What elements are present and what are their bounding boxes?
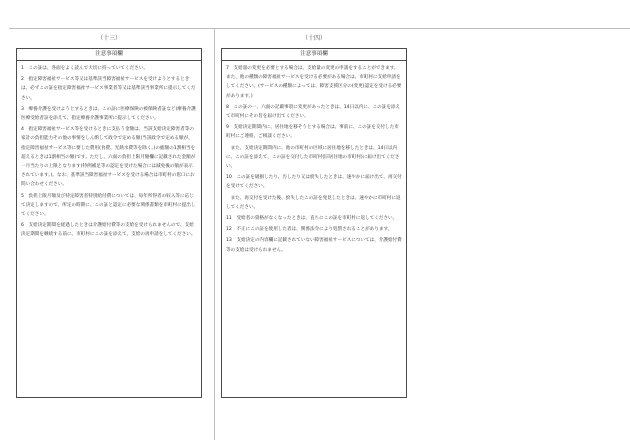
note-paragraph: 13 支給決定の内容欄に記載されていない障害福祉サービスについては、介護給付費等の支給は受けられません。 bbox=[226, 238, 402, 253]
right-notes-box bbox=[221, 48, 407, 398]
note-paragraph: 7 支給量の変更を必要とする場合は、支給量の変更の申請をすることができます。また、他の種類の障害福祉サービスを受ける必要がある場合は、市町村に支給申請をしてください。(サービスの種類によっては、障害支援区分の(変更)認定を受ける必要があります。) bbox=[226, 66, 402, 99]
note-paragraph: 10 この証を破損したり、汚したり又は紛失したときは、速やかに届け出て、再交付を受けてください。 bbox=[226, 175, 402, 190]
note-paragraph: 11 受給者の資格がなくなったときは、直ちにこの証を市町村に返してください。 bbox=[226, 216, 398, 222]
left-page-number: （十三） bbox=[96, 35, 121, 42]
note-paragraph: 3 療養介護を受けようとするときは、この証に医療保険の被保険者証など(療養介護医療受給者証を添えて、指定療養介護事業所に提示してください。 bbox=[21, 106, 196, 122]
left-notes-header: 注意事項欄 bbox=[17, 49, 201, 61]
note-paragraph: 12 不正にこの証を使用した者は、関係法令により処罰されることがあります。 bbox=[226, 227, 393, 233]
note-paragraph: また、再交付を受けた後、紛失したこの証を発見したときは、速やかに市町村に返してください。 bbox=[226, 195, 401, 210]
right-page bbox=[221, 34, 407, 439]
left-page bbox=[16, 34, 202, 439]
right-notes-body bbox=[222, 61, 406, 255]
note-paragraph: 5 負担上限月額及び特定障害者特別給付費については、毎年所得者の収入等に応じて決定しますので、所定の時期に、この証と認定に必要な関係書類を市町村に提出してください。 bbox=[21, 193, 196, 218]
right-notes-header: 注意事項欄 bbox=[222, 49, 406, 61]
left-notes-body bbox=[17, 61, 201, 240]
note-paragraph: 9 支給決定期間内に、居住地を移そうとする場合は、事前に、この証を交付した市町村にご連絡、ご相談ください。 bbox=[226, 125, 399, 140]
note-paragraph: 4 指定障害福祉サービス等を受けるときに支払う金額は、当該支給決定障害者等の家計の負担能力その他の事情をしん酌して政令で定める額(当該政令で定める額が、指定障害福祉サービス等に要した費用(食費、光熱水費等を除く。)の総額の1割相当を超えるときは1割相当の額)です。ただし、六面の負担上限月額欄に記載された金額が一月当たりの上限となります(特例補足等の認定を受けた場合には減免後の額が表示されています。)。なお、基準該当障害福祉サービスを受ける場合は市町村の窓口にお問い合わせください。 bbox=[21, 127, 196, 188]
right-page-number: （十四） bbox=[301, 35, 326, 42]
note-paragraph: また、支給決定期間内に、他の市町村の区域に居住地を移したときは、14日以内に、この証を添えて、この証を交付した市町村(旧居住地の市町村)に届け出てください。 bbox=[226, 145, 400, 170]
note-paragraph: 6 支給決定期間を経過したときは介護給付費等の支給を受けられませんので、支給決定期間を継続する前に、市町村にこの証を添えて、支給の再申請をしてください。 bbox=[21, 223, 196, 238]
frame-center-divider bbox=[214, 28, 215, 440]
note-paragraph: 1 この証は、各面をよく読んで大切に持っていてください。 bbox=[21, 66, 148, 71]
note-paragraph: 2 指定障害福祉サービス等又は基準該当障害福祉サービスを受けようとするときは、必ずこの証を指定障害福祉サービス事業者等又は基準該当事業所に提示してください。 bbox=[21, 77, 196, 101]
left-notes-box bbox=[16, 48, 202, 398]
frame-top-line bbox=[9, 28, 630, 29]
note-paragraph: 8 この証の一、六面の記載事項に変更があったときは、14日以内に、この証を添えて市町村にその旨を届け出てください。 bbox=[226, 104, 401, 120]
